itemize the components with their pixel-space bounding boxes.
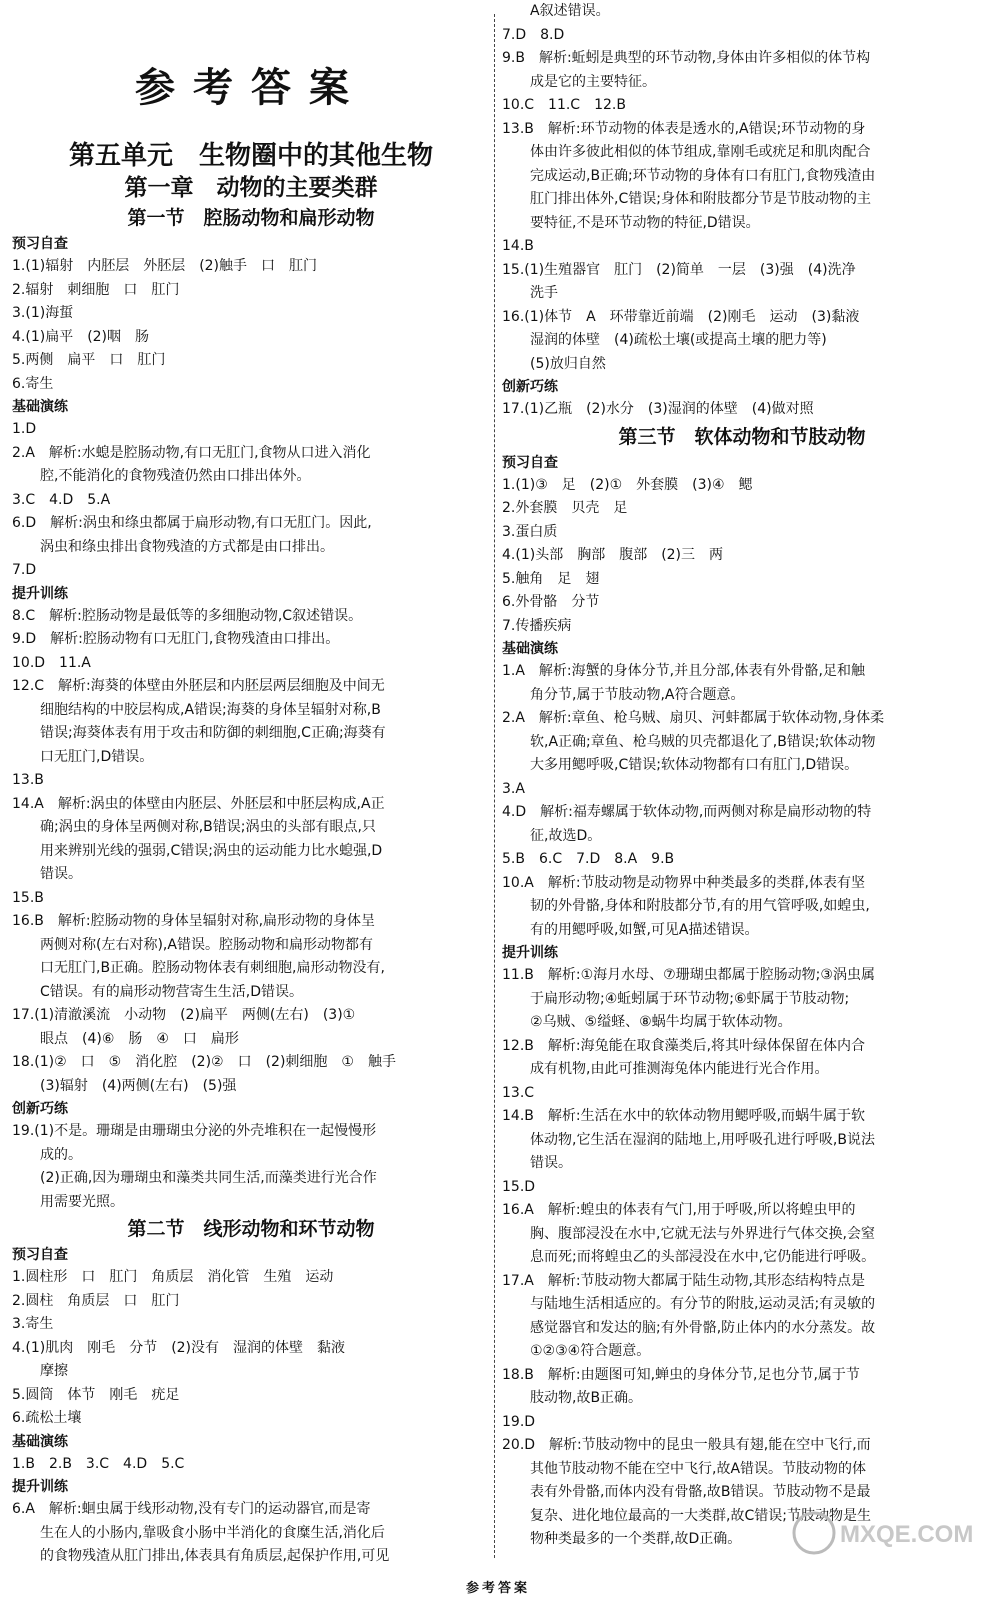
answer-line-continued: 错误。 [40, 866, 82, 882]
answer-line-continued: 肛门排出体外,C错误;身体和附肢都分节是节肢动物的主 [530, 191, 871, 207]
answer-line: 3.(1)海蜇 [12, 305, 74, 321]
answer-line-continued: 口无肛门,D错误。 [40, 748, 154, 765]
subsection-heading: 预习自查 [12, 1247, 68, 1263]
answer-line: 10.D 11.A [12, 654, 91, 671]
answer-line: 12.B 解析:海兔能在取食藻类后,将其叶绿体保留在体内合 [502, 1037, 866, 1054]
answer-line: 2.A 解析:章鱼、枪乌贼、扇贝、河蚌都属于软体动物,身体柔 [502, 710, 885, 726]
left-column [12, 0, 490, 1569]
answer-line: 14.B [502, 238, 534, 254]
answer-line-continued: 要特征,不是环节动物的特征,D错误。 [530, 214, 760, 231]
answer-line-continued: 其他节肢动物不能在空中飞行,故A错误。节肢动物的体 [530, 1460, 867, 1477]
answer-line: 14.A 解析:涡虫的体壁由内胚层、外胚层和中胚层构成,A正 [12, 795, 385, 812]
answer-line: 19.D [502, 1413, 536, 1430]
answer-line: 16.B 解析:腔肠动物的身体呈辐射对称,扁形动物的身体呈 [12, 913, 376, 929]
subsection-heading: 提升训练 [502, 945, 558, 961]
answer-line-continued: 物种类最多的一个类群,故D正确。 [530, 1531, 742, 1547]
subsection-heading: 提升训练 [12, 1479, 68, 1495]
answer-line: 10.A 解析:节肢动物是动物界中种类最多的类群,体表有坚 [502, 874, 866, 891]
answer-line: 2.A 解析:水螅是腔肠动物,有口无肛门,食物从口进入消化 [12, 444, 371, 461]
answer-line: 15.B [12, 889, 44, 906]
watermark-text: MXQE.COM [840, 1521, 974, 1548]
answer-line-continued: 息而死;而将蝗虫乙的头部浸没在水中,它仍能进行呼吸。 [530, 1249, 876, 1265]
answer-line-continued: 成有机物,由此可推测海兔体内能进行光合作用。 [530, 1061, 829, 1077]
column-divider [494, 14, 495, 1558]
answer-line: 4.D 解析:福寿螺属于软体动物,而两侧对称是扁形动物的特 [502, 804, 872, 820]
left-column-body [12, 203, 490, 1569]
answer-line: 20.D 解析:节肢动物中的昆虫一般具有翅,能在空中飞行,而 [502, 1437, 871, 1453]
answer-line: 17.A 解析:节肢动物大都属于陆生动物,其形态结构特点是 [502, 1272, 866, 1289]
answer-line-continued: 的食物残渣从肛门排出,体表具有角质层,起保护作用,可见 [40, 1548, 390, 1564]
answer-line: 1.圆柱形 口 肛门 角质层 消化管 生殖 运动 [12, 1269, 334, 1285]
answer-line: 1.(1)③ 足 (2)① 外套膜 (3)④ 鳃 [502, 476, 753, 493]
answer-line-continued: 用来辨别光线的强弱,C错误;涡虫的运动能力比水螅强,D [40, 842, 383, 859]
answer-line-continued: 成是它的主要特征。 [530, 73, 656, 90]
unit-title: 第五单元 生物圈中的其他生物 [68, 141, 433, 171]
answer-line: 2.外套膜 贝壳 足 [502, 500, 628, 516]
answer-line-continued: 体动物,它生活在湿润的陆地上,用呼吸孔进行呼吸,B说法 [530, 1131, 875, 1148]
subsection-heading: 预习自查 [12, 236, 68, 252]
answer-line-continued: 表有外骨骼,而体内没有骨骼,故B错误。节肢动物不是最 [530, 1484, 871, 1500]
answer-line-continued: 成的。 [40, 1146, 82, 1163]
answer-line: 11.B 解析:①海月水母、⑦珊瑚虫都属于腔肠动物;③涡虫属 [502, 967, 875, 983]
answer-line: 6.寄生 [12, 375, 54, 392]
answer-line-continued: 复杂、进化地位最高的一大类群,故C错误;节肢动物是生 [530, 1507, 871, 1524]
answer-line: 13.C [502, 1084, 535, 1101]
answer-line: 4.(1)肌肉 刚毛 分节 (2)没有 湿润的体壁 黏液 [12, 1339, 346, 1356]
answer-line: 16.(1)体节 A 环带靠近前端 (2)刚毛 运动 (3)黏液 [502, 308, 860, 325]
answer-line-continued: 体由许多彼此相似的体节组成,靠刚毛或疣足和肌肉配合 [530, 144, 871, 160]
answer-line: 15.D [502, 1178, 536, 1195]
answer-line-continued: 感觉器官和发达的脑;有外骨骼,防止体内的水分蒸发。故 [530, 1319, 876, 1336]
chapter-title: 第一章 动物的主要类群 [124, 175, 378, 201]
answer-line-continued: 眼点 (4)⑥ 肠 ④ 口 扁形 [40, 1030, 239, 1047]
answer-line: 9.D 解析:腔肠动物有口无肛门,食物残渣由口排出。 [12, 631, 340, 647]
subsection-heading: 创新巧练 [12, 1101, 68, 1117]
section-title: 第三节 软体动物和节肢动物 [618, 425, 866, 448]
answer-line: 15.(1)生殖器官 肛门 (2)简单 一层 (3)强 (4)洗净 [502, 261, 856, 278]
answer-line-continued: ①②③④符合题意。 [530, 1343, 651, 1359]
answer-line-continued: (5)放归自然 [530, 355, 606, 372]
answer-line-continued: 用需要光照。 [40, 1193, 124, 1210]
answer-line-continued: (3)辐射 (4)两侧(左右) (5)强 [40, 1077, 237, 1094]
answer-line: 6.外骨骼 分节 [502, 594, 600, 610]
answer-line: 17.(1)清澈溪流 小动物 (2)扁平 两侧(左右) (3)① [12, 1007, 356, 1023]
answer-line: 2.圆柱 角质层 口 肛门 [12, 1292, 180, 1309]
subsection-heading: 基础演练 [12, 1433, 68, 1450]
answer-line: 16.A 解析:蝗虫的体表有气门,用于呼吸,所以将蝗虫甲的 [502, 1202, 856, 1218]
answer-line-continued: 确;涡虫的身体呈两侧对称,B错误;涡虫的头部有眼点,只 [40, 819, 376, 835]
answer-line-continued: A叙述错误。 [530, 3, 610, 19]
page-title: 参考答案 [135, 64, 367, 111]
answer-line: 9.B 解析:蚯蚓是典型的环节动物,身体由许多相似的体节构 [502, 50, 871, 66]
answer-line: 6.D 解析:涡虫和绦虫都属于扁形动物,有口无肛门。因此, [12, 515, 372, 531]
answer-line: 13.B 解析:环节动物的体表是透水的,A错误;环节动物的身 [502, 120, 866, 137]
answer-line-continued: 摩擦 [40, 1363, 68, 1379]
subsection-heading: 创新巧练 [502, 379, 558, 395]
answer-line: 4.(1)头部 胸部 腹部 (2)三 两 [502, 547, 724, 563]
answer-line: 3.蛋白质 [502, 523, 558, 540]
answer-line: 1.(1)辐射 内胚层 外胚层 (2)触手 口 肛门 [12, 258, 318, 274]
answer-line: 7.D [12, 562, 37, 578]
answer-line: 7.D 8.D [502, 26, 565, 43]
answer-line: 2.辐射 刺细胞 口 肛门 [12, 281, 180, 298]
answer-line: 5.圆筒 体节 刚毛 疣足 [12, 1386, 180, 1403]
answer-line-continued: 洗手 [530, 285, 558, 301]
answer-line: 19.(1)不是。珊瑚是由珊瑚虫分泌的外壳堆积在一起慢慢形 [12, 1123, 377, 1139]
answer-line: 12.C 解析:海葵的体壁由外胚层和内胚层两层细胞及中间无 [12, 678, 385, 694]
right-column-body [502, 0, 982, 1552]
answer-line: 1.B 2.B 3.C 4.D 5.C [12, 1455, 185, 1472]
answer-line: 5.B 6.C 7.D 8.A 9.B [502, 851, 675, 867]
answer-line-continued: 错误;海葵体表有用于攻击和防御的刺细胞,C正确;海葵有 [40, 725, 386, 741]
watermark-logo [788, 1506, 978, 1560]
answer-line: 18.(1)② 口 ⑤ 消化腔 (2)② 口 (2)刺细胞 ① 触手 [12, 1054, 396, 1070]
right-column [502, 0, 982, 1552]
answer-line: 14.B 解析:生活在水中的软体动物用鳃呼吸,而蜗牛属于软 [502, 1108, 866, 1124]
answer-line-continued: 胸、腹部浸没在水中,它就无法与外界进行气体交换,会窒 [530, 1225, 875, 1242]
answer-line-continued: 于扁形动物;④蚯蚓属于环节动物;⑥虾属于节肢动物; [530, 990, 850, 1007]
answer-line-continued: 完成运动,B正确;环节动物的身体有口有肛门,食物残渣由 [530, 167, 876, 184]
answer-line-continued: 肢动物,故B正确。 [530, 1390, 643, 1406]
answer-line: 6.疏松土壤 [12, 1410, 82, 1426]
answer-line-continued: 有的用鳃呼吸,如蟹,可见A描述错误。 [530, 921, 759, 938]
answer-line: 7.传播疾病 [502, 617, 572, 634]
answer-line-continued: 两侧对称(左右对称),A错误。腔肠动物和扁形动物都有 [40, 936, 373, 953]
answer-line-continued: 征,故选D。 [530, 827, 602, 844]
answer-line-continued: 韧的外骨骼,身体和附肢都分节,有的用气管呼吸,如蝗虫, [530, 898, 870, 914]
answer-line-continued: 涡虫和绦虫排出食物残渣的方式都是由口排出。 [40, 538, 334, 555]
answer-line: 1.A 解析:海蟹的身体分节,并且分部,体表有外骨骼,足和触 [502, 663, 866, 679]
answer-line-continued: (2)正确,因为珊瑚虫和藻类共同生活,而藻类进行光合作 [40, 1170, 377, 1186]
answer-line-continued: C错误。有的扁形动物营寄生生活,D错误。 [40, 983, 304, 1000]
section-title: 第二节 线形动物和环节动物 [127, 1218, 375, 1240]
answer-line: 5.两侧 扁平 口 肛门 [12, 352, 166, 368]
page-footer: 参考答案 [465, 1581, 530, 1596]
answer-line: 10.C 11.C 12.B [502, 97, 626, 113]
subsection-heading: 预习自查 [502, 454, 558, 471]
answer-line-continued: 角分节,属于节肢动物,A符合题意。 [530, 686, 745, 703]
answer-line: 6.A 解析:蛔虫属于线形动物,没有专门的运动器官,而是寄 [12, 1501, 371, 1517]
answer-line-continued: 湿润的体壁 (4)疏松土壤(或提高土壤的肥力等) [530, 332, 827, 348]
answer-line-continued: 软,A正确;章鱼、枪乌贼的贝壳都退化了,B错误;软体动物 [530, 733, 876, 750]
subsection-heading: 基础演练 [502, 641, 558, 657]
answer-line: 18.B 解析:由题图可知,蝉虫的身体分节,足也分节,属于节 [502, 1366, 860, 1383]
answer-line: 5.触角 足 翅 [502, 570, 600, 587]
subsection-heading: 提升训练 [12, 585, 68, 602]
answer-line: 3.C 4.D 5.A [12, 491, 111, 508]
answer-line-continued: 大多用鳃呼吸,C错误;软体动物都有口有肛门,D错误。 [530, 757, 859, 773]
section-title: 第一节 腔肠动物和扁形动物 [127, 207, 375, 229]
answer-line-continued: 生在人的小肠内,靠吸食小肠中半消化的食糜生活,消化后 [40, 1524, 385, 1541]
answer-line-continued: 错误。 [530, 1155, 572, 1171]
answer-line-continued: 口无肛门,B正确。腔肠动物体表有刺细胞,扁形动物没有, [40, 960, 385, 976]
answer-line: 3.寄生 [12, 1316, 54, 1332]
answer-line: 8.C 解析:腔肠动物是最低等的多细胞动物,C叙述错误。 [12, 607, 363, 624]
answer-line-continued: 腔,不能消化的食物残渣仍然由口排出体外。 [40, 468, 311, 484]
answer-line: 17.(1)乙瓶 (2)水分 (3)湿润的体壁 (4)做对照 [502, 401, 814, 417]
answer-line: 4.(1)扁平 (2)咽 肠 [12, 328, 150, 345]
answer-line: 1.D [12, 421, 37, 437]
answer-line: 13.B [12, 772, 44, 788]
answer-line: 3.A [502, 780, 525, 797]
answer-line-continued: 细胞结构的中胶层构成,A错误;海葵的身体呈辐射对称,B [40, 701, 381, 718]
answer-line-continued: 与陆地生活相适应的。有分节的附肢,运动灵活;有灵敏的 [530, 1296, 876, 1312]
answer-line-continued: ②乌贼、⑤缢蛏、⑧蜗牛均属于软体动物。 [530, 1014, 792, 1030]
subsection-heading: 基础演练 [12, 399, 68, 415]
